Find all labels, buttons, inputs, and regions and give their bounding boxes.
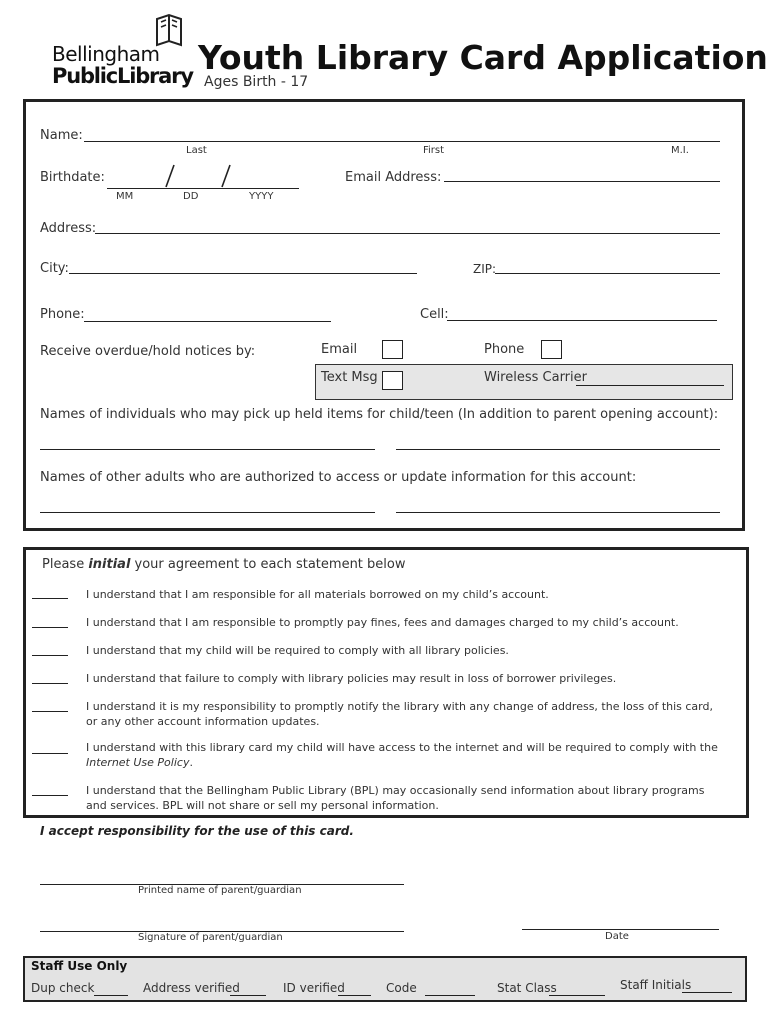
address-input-line[interactable]: [95, 233, 720, 234]
agreement-intro-post: your agreement to each statement below: [130, 557, 406, 572]
name-mi-caption: M.I.: [671, 145, 689, 156]
statement-6: [86, 740, 726, 770]
name-last-caption: Last: [186, 145, 207, 156]
authorized-adult-line-2[interactable]: [396, 512, 720, 513]
initial-blank-3[interactable]: [32, 655, 68, 656]
notice-text-label: Text Msg: [321, 370, 378, 385]
signature-caption: Signature of parent/guardian: [138, 932, 283, 943]
initial-blank-7[interactable]: [32, 795, 68, 796]
date-line[interactable]: [522, 929, 719, 930]
initial-blank-4[interactable]: [32, 683, 68, 684]
dup-check-line[interactable]: [94, 995, 128, 996]
name-first-caption: First: [423, 145, 445, 156]
pickup-name-line-2[interactable]: [396, 449, 720, 450]
cell-label: Cell:: [420, 307, 449, 322]
stat-class-label: Stat Class: [497, 981, 557, 995]
wireless-carrier-input-line[interactable]: [576, 385, 724, 386]
page-title: Youth Library Card Application: [198, 38, 768, 77]
statement-2: I understand that I am responsible to promptly pay fines, fees and damages charged to my child’s account.: [86, 616, 679, 629]
statement-6-end: .: [189, 756, 193, 769]
name-input-line[interactable]: [84, 141, 720, 142]
notice-text-checkbox[interactable]: [382, 371, 403, 390]
printed-name-caption: Printed name of parent/guardian: [138, 885, 302, 896]
notice-email-checkbox[interactable]: [382, 340, 403, 359]
initial-blank-1[interactable]: [32, 598, 68, 599]
birthdate-yyyy-caption: YYYY: [249, 191, 274, 202]
name-label: Name:: [40, 128, 83, 143]
zip-label: ZIP:: [473, 262, 497, 276]
phone-label: Phone:: [40, 307, 85, 322]
pickup-names-label: Names of individuals who may pick up held items for child/teen (In addition to parent opening account):: [40, 407, 719, 422]
initial-blank-5[interactable]: [32, 711, 68, 712]
email-label: Email Address:: [345, 170, 442, 185]
notice-phone-label: Phone: [484, 342, 525, 357]
notices-label: Receive overdue/hold notices by:: [40, 344, 256, 359]
pickup-name-line-1[interactable]: [40, 449, 375, 450]
code-line[interactable]: [425, 995, 475, 996]
phone-input-line[interactable]: [84, 321, 331, 322]
accept-responsibility-text: I accept responsibility for the use of this card.: [40, 824, 354, 838]
city-input-line[interactable]: [69, 273, 417, 274]
statement-1: I understand that I am responsible for all materials borrowed on my child’s account.: [86, 588, 549, 601]
authorized-adult-line-1[interactable]: [40, 512, 375, 513]
birthdate-mm-caption: MM: [116, 191, 134, 202]
staff-use-title: Staff Use Only: [31, 959, 128, 973]
authorized-adults-label: Names of other adults who are authorized to access or update information for this account:: [40, 470, 637, 485]
initial-blank-6[interactable]: [32, 753, 68, 754]
birthdate-dd-caption: DD: [183, 191, 199, 202]
address-verified-label: Address verified: [143, 981, 240, 995]
wireless-carrier-label: Wireless Carrier: [484, 370, 587, 385]
date-caption: Date: [605, 931, 629, 942]
stat-class-line[interactable]: [549, 995, 605, 996]
birthdate-slashes: [160, 163, 240, 189]
applicant-info-section: [23, 99, 745, 531]
logo-line1: Bellingham: [52, 42, 160, 66]
agreement-intro: [42, 557, 405, 572]
statement-4: I understand that failure to comply with library policies may result in loss of borrower privileges.: [86, 672, 617, 685]
id-verified-line[interactable]: [338, 995, 371, 996]
code-label: Code: [386, 981, 417, 995]
cell-input-line[interactable]: [447, 320, 717, 321]
statement-5: I understand it is my responsibility to promptly notify the library with any change of address, the loss of this card, or any other account information updates.: [86, 700, 713, 728]
agreement-intro-pre: Please: [42, 557, 89, 572]
city-label: City:: [40, 261, 69, 276]
notice-email-label: Email: [321, 342, 358, 357]
address-label: Address:: [40, 221, 97, 236]
notice-phone-checkbox[interactable]: [541, 340, 562, 359]
agreement-intro-bold: initial: [88, 557, 131, 572]
id-verified-label: ID verified: [283, 981, 345, 995]
internet-use-policy-ref: Internet Use Policy: [86, 756, 190, 769]
email-input-line[interactable]: [444, 181, 720, 182]
page-subtitle: Ages Birth - 17: [204, 74, 309, 90]
statement-7: I understand that the Bellingham Public Library (BPL) may occasionally send information about library programs and services. BPL will not share or sell my personal information.: [86, 784, 705, 812]
staff-initials-line[interactable]: [682, 992, 732, 993]
zip-input-line[interactable]: [495, 273, 720, 274]
initial-blank-2[interactable]: [32, 627, 68, 628]
address-verified-line[interactable]: [230, 995, 266, 996]
dup-check-label: Dup check: [31, 981, 95, 995]
statement-3: I understand that my child will be required to comply with all library policies.: [86, 644, 509, 657]
logo-line2: PublicLibrary: [52, 64, 193, 88]
statement-6-text: I understand with this library card my child will have access to the internet and will be required to comply with the: [86, 741, 718, 754]
staff-initials-label: Staff Initials: [620, 978, 692, 992]
birthdate-label: Birthdate:: [40, 170, 105, 185]
